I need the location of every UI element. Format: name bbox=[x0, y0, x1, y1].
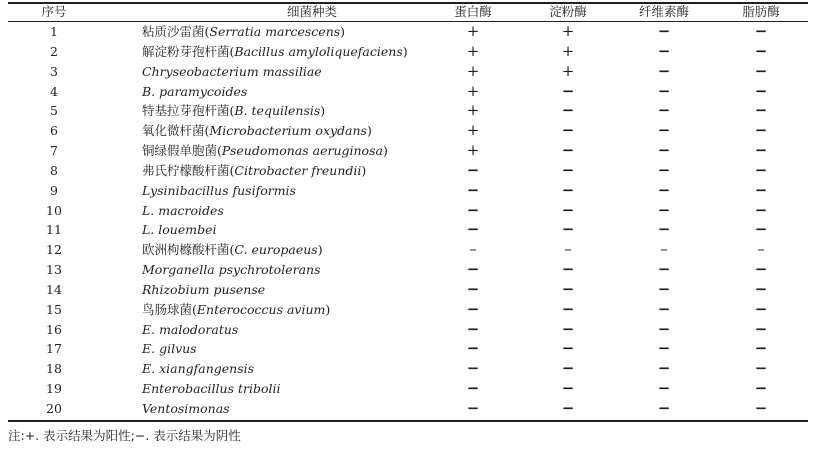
cellulase-result: − bbox=[657, 141, 671, 160]
species-name bbox=[142, 84, 247, 100]
species-latin-name: Microbacterium oxydans bbox=[209, 123, 367, 139]
species-chinese-name: 欧洲枸橼酸杆菌( bbox=[142, 242, 235, 258]
lipase-result: − bbox=[754, 279, 768, 298]
species-name-close-paren: ) bbox=[366, 123, 372, 139]
protease-result: + bbox=[466, 61, 480, 80]
protease-result: − bbox=[466, 359, 480, 378]
cellulase-result: − bbox=[657, 220, 671, 239]
species-chinese-name: 粘质沙雷菌( bbox=[142, 24, 210, 39]
lipase-result: − bbox=[754, 260, 768, 279]
amylase-result: − bbox=[561, 101, 575, 120]
amylase-result: − bbox=[561, 379, 575, 398]
species-name bbox=[142, 341, 197, 357]
cellulase-result: − bbox=[657, 22, 671, 40]
protease-result: + bbox=[466, 22, 480, 40]
lipase-result: − bbox=[754, 141, 768, 160]
row-index: 20 bbox=[46, 400, 62, 416]
amylase-result: + bbox=[561, 22, 575, 40]
cellulase-result: − bbox=[657, 101, 671, 120]
protease-result: − bbox=[466, 279, 480, 298]
cellulase-result: − bbox=[657, 180, 671, 199]
species-name bbox=[142, 103, 325, 119]
species-latin-name: L. louembei bbox=[142, 222, 217, 238]
species-name bbox=[142, 24, 345, 40]
protease-result: + bbox=[466, 41, 480, 60]
amylase-result: − bbox=[561, 319, 575, 338]
species-chinese-name: 特基拉芽孢杆菌( bbox=[142, 103, 235, 119]
amylase-result: + bbox=[561, 61, 575, 80]
amylase-result: − bbox=[561, 359, 575, 378]
species-latin-name: Pseudomonas aeruginosa bbox=[221, 143, 383, 159]
protease-result: − bbox=[466, 379, 480, 398]
lipase-result: − bbox=[754, 160, 768, 179]
species-name bbox=[142, 203, 224, 219]
species-latin-name: Bacillus amyloliquefaciens bbox=[234, 43, 403, 59]
lipase-result: − bbox=[754, 22, 768, 40]
cellulase-result: − bbox=[657, 398, 671, 417]
species-name-close-paren: ) bbox=[320, 103, 326, 119]
amylase-result: − bbox=[561, 339, 575, 358]
row-index: 5 bbox=[50, 103, 58, 119]
protease-result: + bbox=[466, 101, 480, 120]
cellulase-result: − bbox=[657, 279, 671, 298]
species-latin-name: Enterococcus avium bbox=[196, 301, 326, 317]
species-latin-name: Chryseobacterium massiliae bbox=[142, 63, 322, 79]
cellulase-result: − bbox=[657, 41, 671, 60]
lipase-result: − bbox=[754, 61, 768, 80]
lipase-result: − bbox=[754, 101, 768, 120]
lipase-result: − bbox=[754, 398, 768, 417]
amylase-result: − bbox=[561, 121, 575, 140]
species-name bbox=[142, 302, 330, 318]
species-name bbox=[142, 222, 216, 238]
protease-result: + bbox=[466, 141, 480, 160]
species-latin-name: Rhizobium pusense bbox=[142, 281, 266, 297]
row-index: 15 bbox=[46, 301, 62, 317]
amylase-result: − bbox=[561, 160, 575, 179]
header-protease: 蛋白酶 bbox=[454, 4, 492, 19]
species-latin-name: Serratia marcescens bbox=[209, 24, 341, 39]
species-latin-name: Ventosimonas bbox=[142, 400, 230, 416]
amylase-result: − bbox=[561, 398, 575, 417]
species-latin-name: Morganella psychrotolerans bbox=[142, 262, 321, 278]
species-name-close-paren: ) bbox=[325, 301, 331, 317]
species-latin-name: E. gilvus bbox=[142, 341, 197, 357]
lipase-result: − bbox=[754, 81, 768, 100]
row-index: 9 bbox=[50, 182, 58, 198]
species-name-close-paren: ) bbox=[361, 162, 367, 178]
species-chinese-name: 氧化微杆菌( bbox=[142, 123, 210, 139]
table-header-rule bbox=[8, 21, 808, 22]
row-index: 11 bbox=[46, 222, 62, 238]
protease-result: − bbox=[466, 180, 480, 199]
header-species: 细菌种类 bbox=[286, 4, 338, 19]
species-name bbox=[142, 322, 238, 338]
protease-result: + bbox=[466, 81, 480, 100]
row-index: 14 bbox=[46, 281, 62, 297]
amylase-result: − bbox=[561, 220, 575, 239]
species-name bbox=[142, 44, 408, 60]
cellulase-result: − bbox=[657, 81, 671, 100]
header-cellulase: 纤维素酶 bbox=[638, 4, 690, 19]
species-latin-name: B. tequilensis bbox=[234, 103, 321, 119]
header-index: 序号 bbox=[41, 4, 67, 19]
species-chinese-name: 铜绿假单胞菌( bbox=[142, 143, 222, 159]
row-index: 4 bbox=[50, 83, 58, 99]
species-latin-name: E. xiangfangensis bbox=[142, 361, 255, 377]
species-name bbox=[142, 361, 254, 377]
lipase-result: − bbox=[754, 41, 768, 60]
species-name bbox=[142, 381, 281, 397]
row-index: 1 bbox=[50, 24, 58, 39]
cellulase-result: − bbox=[657, 379, 671, 398]
lipase-result: – bbox=[757, 240, 765, 259]
amylase-result: + bbox=[561, 41, 575, 60]
species-latin-name: B. paramycoides bbox=[142, 83, 248, 99]
cellulase-result: – bbox=[660, 240, 668, 259]
species-name bbox=[142, 64, 322, 80]
header-lipase: 脂肪酶 bbox=[742, 4, 780, 19]
lipase-result: − bbox=[754, 121, 768, 140]
lipase-result: − bbox=[754, 359, 768, 378]
species-latin-name: C. europaeus bbox=[234, 242, 318, 258]
lipase-result: − bbox=[754, 339, 768, 358]
cellulase-result: − bbox=[657, 359, 671, 378]
species-name bbox=[142, 183, 296, 199]
species-chinese-name: 鸟肠球菌( bbox=[142, 301, 197, 317]
amylase-result: – bbox=[564, 240, 572, 259]
cellulase-result: − bbox=[657, 339, 671, 358]
lipase-result: − bbox=[754, 319, 768, 338]
cellulase-result: − bbox=[657, 299, 671, 318]
amylase-result: − bbox=[561, 180, 575, 199]
protease-result: − bbox=[466, 260, 480, 279]
amylase-result: − bbox=[561, 141, 575, 160]
cellulase-result: − bbox=[657, 61, 671, 80]
species-chinese-name: 解淀粉芽孢杆菌( bbox=[142, 43, 235, 59]
protease-result: + bbox=[466, 121, 480, 140]
species-name-close-paren: ) bbox=[317, 242, 323, 258]
amylase-result: − bbox=[561, 260, 575, 279]
lipase-result: − bbox=[754, 200, 768, 219]
species-latin-name: E. malodoratus bbox=[142, 321, 239, 337]
protease-result: − bbox=[466, 319, 480, 338]
lipase-result: − bbox=[754, 379, 768, 398]
row-index: 8 bbox=[50, 162, 58, 178]
row-index: 19 bbox=[46, 381, 62, 397]
row-index: 2 bbox=[50, 43, 58, 59]
species-latin-name: Lysinibacillus fusiformis bbox=[142, 182, 296, 198]
cellulase-result: − bbox=[657, 260, 671, 279]
species-latin-name: Citrobacter freundii bbox=[234, 162, 362, 178]
row-index: 13 bbox=[46, 262, 62, 278]
protease-result: − bbox=[466, 299, 480, 318]
protease-result: − bbox=[466, 398, 480, 417]
protease-result: − bbox=[466, 220, 480, 239]
species-chinese-name: 弗氏柠檬酸杆菌( bbox=[142, 162, 235, 178]
row-index: 18 bbox=[46, 361, 62, 377]
species-name bbox=[142, 242, 323, 258]
amylase-result: − bbox=[561, 81, 575, 100]
species-name bbox=[142, 123, 372, 139]
species-name bbox=[142, 401, 230, 417]
table-bottom-rule bbox=[8, 420, 808, 422]
row-index: 10 bbox=[46, 202, 62, 218]
cellulase-result: − bbox=[657, 160, 671, 179]
row-index: 16 bbox=[46, 321, 62, 337]
row-index: 6 bbox=[50, 123, 58, 139]
cellulase-result: − bbox=[657, 200, 671, 219]
species-name-close-paren: ) bbox=[402, 43, 408, 59]
cellulase-result: − bbox=[657, 121, 671, 140]
species-name bbox=[142, 282, 265, 298]
table-footnote: 注:+. 表示结果为阳性;−. 表示结果为阴性 bbox=[8, 428, 241, 443]
header-amylase: 淀粉酶 bbox=[549, 4, 587, 19]
species-name bbox=[142, 163, 366, 179]
row-index: 17 bbox=[46, 341, 62, 357]
lipase-result: − bbox=[754, 180, 768, 199]
row-index: 7 bbox=[50, 143, 58, 159]
amylase-result: − bbox=[561, 279, 575, 298]
lipase-result: − bbox=[754, 299, 768, 318]
protease-result: − bbox=[466, 339, 480, 358]
amylase-result: − bbox=[561, 299, 575, 318]
species-name bbox=[142, 262, 321, 278]
row-index: 12 bbox=[46, 242, 62, 258]
cellulase-result: − bbox=[657, 319, 671, 338]
protease-result: − bbox=[466, 200, 480, 219]
species-name-close-paren: ) bbox=[340, 24, 346, 39]
species-name-close-paren: ) bbox=[382, 143, 388, 159]
amylase-result: − bbox=[561, 200, 575, 219]
species-latin-name: L. macroides bbox=[142, 202, 224, 218]
species-name bbox=[142, 143, 388, 159]
lipase-result: − bbox=[754, 220, 768, 239]
species-latin-name: Enterobacillus tribolii bbox=[142, 381, 281, 397]
protease-result: – bbox=[469, 240, 477, 259]
protease-result: − bbox=[466, 160, 480, 179]
row-index: 3 bbox=[50, 63, 58, 79]
